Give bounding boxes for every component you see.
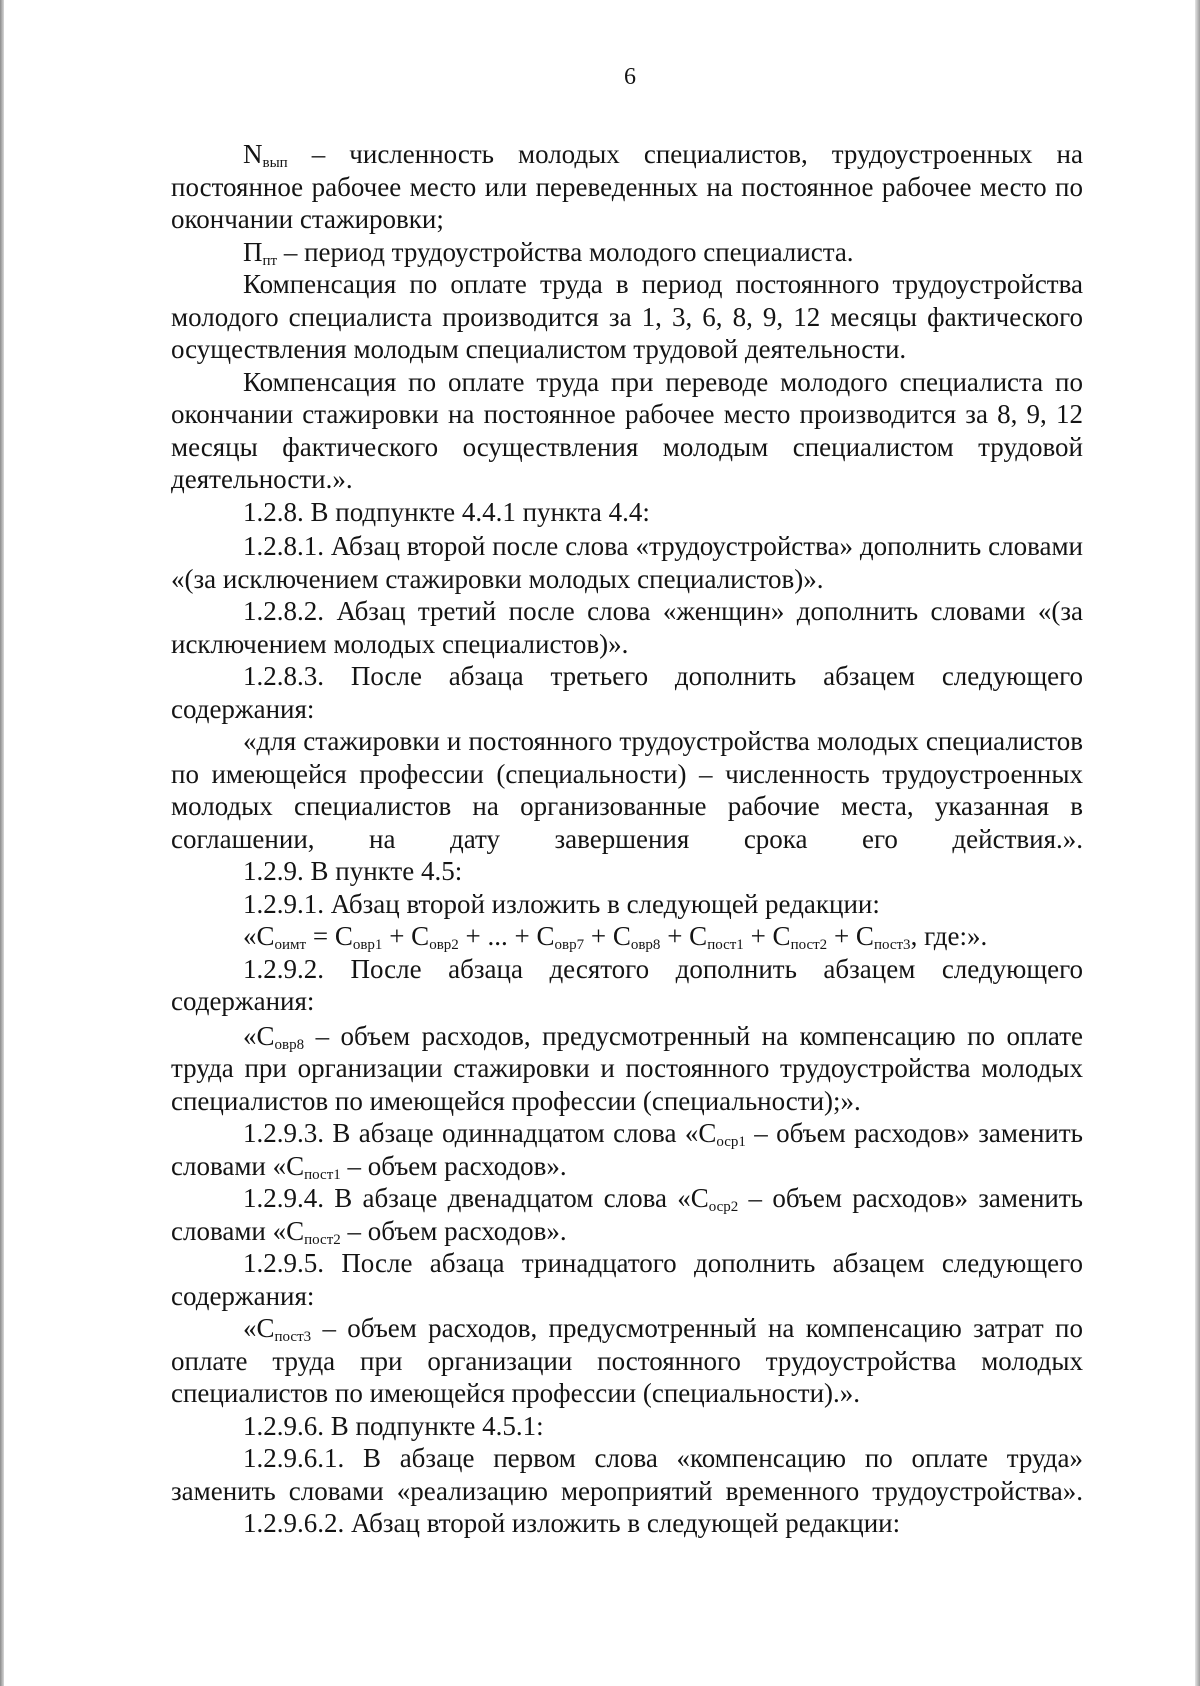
text-run: 1.2.9.6.1. В абзаце первом слова «компенсацию по оплате труда» заменить словами «реализацию мероприятий временного трудоустройства». [171,1443,1083,1506]
subscript: пост1 [304,1166,341,1183]
text-run: + С [660,921,708,951]
paragraph [171,496,1083,529]
scan-edge-right [1195,0,1200,1686]
text-run: N [243,139,263,169]
subscript: оср2 [708,1199,739,1215]
text-run: – объем расходов, предусмотренный на компенсацию по оплате труда при организации стажировки и постоянного трудоустройства молодых специалистов по имеющейся профессии (специальности);». [171,1020,1083,1116]
paragraph [171,1410,1083,1443]
text-run: 1.2.9.4. В абзаце двенадцатом слова «С [243,1183,709,1213]
text-run: Компенсация по оплате труда при переводе молодого специалиста по окончании стажировки на постоянное рабочее место производится за 8, 9, 12 месяцы фактического осуществления молодым специалистом трудовой деятельности.». [171,366,1083,494]
text-run: – объем расходов». [340,1150,567,1181]
text-run: 1.2.9.6. В подпункте 4.5.1: [243,1410,544,1441]
paragraph [171,953,1083,1018]
subscript: овр1 [352,937,383,953]
subscript: пост1 [707,937,744,953]
subscript: оимт [274,937,307,953]
text-run: , где:». [910,921,988,951]
text-run: + С [827,921,874,951]
subscript: пт [262,252,278,269]
subscript: овр7 [554,937,585,953]
text-run: + С [743,921,791,951]
subscript: пост2 [790,937,828,953]
text-run: – объем расходов, предусмотренный на компенсацию затрат по оплате труда при организации постоянного трудоустройства молодых специалистов по имеющейся профессии (специальности).». [171,1313,1083,1408]
subscript: оср1 [716,1134,746,1150]
paragraph [171,888,1083,921]
text-run: 1.2.8.1. Абзац второй после слова «трудоустройства» дополнить словами «(за исключением стажировки молодых специалистов)». [171,531,1083,594]
text-run: 1.2.9.5. После абзаца тринадцатого дополнить абзацем следующего содержания: [171,1248,1083,1311]
paragraph [171,366,1083,496]
paragraph [171,725,1083,855]
text-run: – численность молодых специалистов, трудоустроенных на постоянное рабочее место или переведенных на постоянное рабочее место по окончании стажировки; [171,139,1083,234]
paragraph [171,1117,1083,1182]
text-run: П [243,236,263,267]
text-run: 1.2.8.3. После абзаца третьего дополнить абзацем следующего содержания: [171,661,1083,724]
paragraph [171,855,1083,888]
paragraph [171,1247,1083,1312]
paragraph [171,1312,1083,1410]
text-run: 1.2.8. В подпункте 4.4.1 пункта 4.4: [243,496,650,527]
text-run: 1.2.8.2. Абзац третий после слова «женщин» дополнить словами «(за исключением молодых специалистов)». [171,596,1083,659]
scan-edge-left [0,0,4,1686]
paragraph [171,268,1083,366]
subscript: пост2 [304,1231,341,1248]
paragraph [171,1442,1083,1507]
text-run: «для стажировки и постоянного трудоустройства молодых специалистов по имеющейся профессии (специальности) – численность трудоустроенных молодых специалистов на организованные рабочие места, указанная в соглашении, на дату завершения срока его действия.». [171,726,1083,854]
text-run: «С [243,921,275,951]
text-run: – объем расходов». [340,1215,567,1246]
subscript: овр8 [274,1036,305,1053]
paragraph [171,920,1083,953]
text-run: + С [382,921,430,951]
text-run: 1.2.9.6.2. Абзац второй изложить в следующей редакции: [243,1508,901,1538]
paragraph [171,595,1083,660]
document-body [171,138,1083,1540]
text-run: «С [243,1020,275,1051]
text-run: – период трудоустройства молодого специалиста. [277,236,854,267]
text-run: «С [243,1313,275,1343]
text-run: 1.2.9.1. Абзац второй изложить в следующей редакции: [243,888,880,919]
paragraph [171,1182,1083,1247]
text-run: Компенсация по оплате труда в период постоянного трудоустройства молодого специалиста производится за 1, 3, 6, 8, 9, 12 месяцы фактического осуществления молодым специалистом трудовой деятельности. [171,269,1083,364]
text-run: – объем расходов» заменить словами «С [171,1183,1083,1246]
paragraph [171,138,1083,236]
subscript: вып [262,155,288,171]
text-run: 1.2.9.2. После абзаца десятого дополнить абзацем следующего содержания: [171,953,1083,1016]
paragraph [171,660,1083,725]
paragraph [171,530,1083,595]
text-run: – объем расходов» заменить словами «С [171,1118,1083,1181]
subscript: пост3 [274,1329,312,1345]
text-run: = С [306,921,353,951]
subscript: пост3 [873,937,911,953]
text-run: 1.2.9. В пункте 4.5: [243,856,463,886]
subscript: овр2 [429,937,459,953]
paragraph [171,1507,1083,1540]
subscript: овр8 [630,937,661,953]
paragraph [171,1020,1083,1118]
text-run: + С [584,921,631,951]
text-run: + ... + С [458,921,555,951]
page-number: 6 [624,64,636,90]
text-run: 1.2.9.3. В абзаце одиннадцатом слова «С [243,1118,717,1148]
paragraph [171,236,1083,269]
